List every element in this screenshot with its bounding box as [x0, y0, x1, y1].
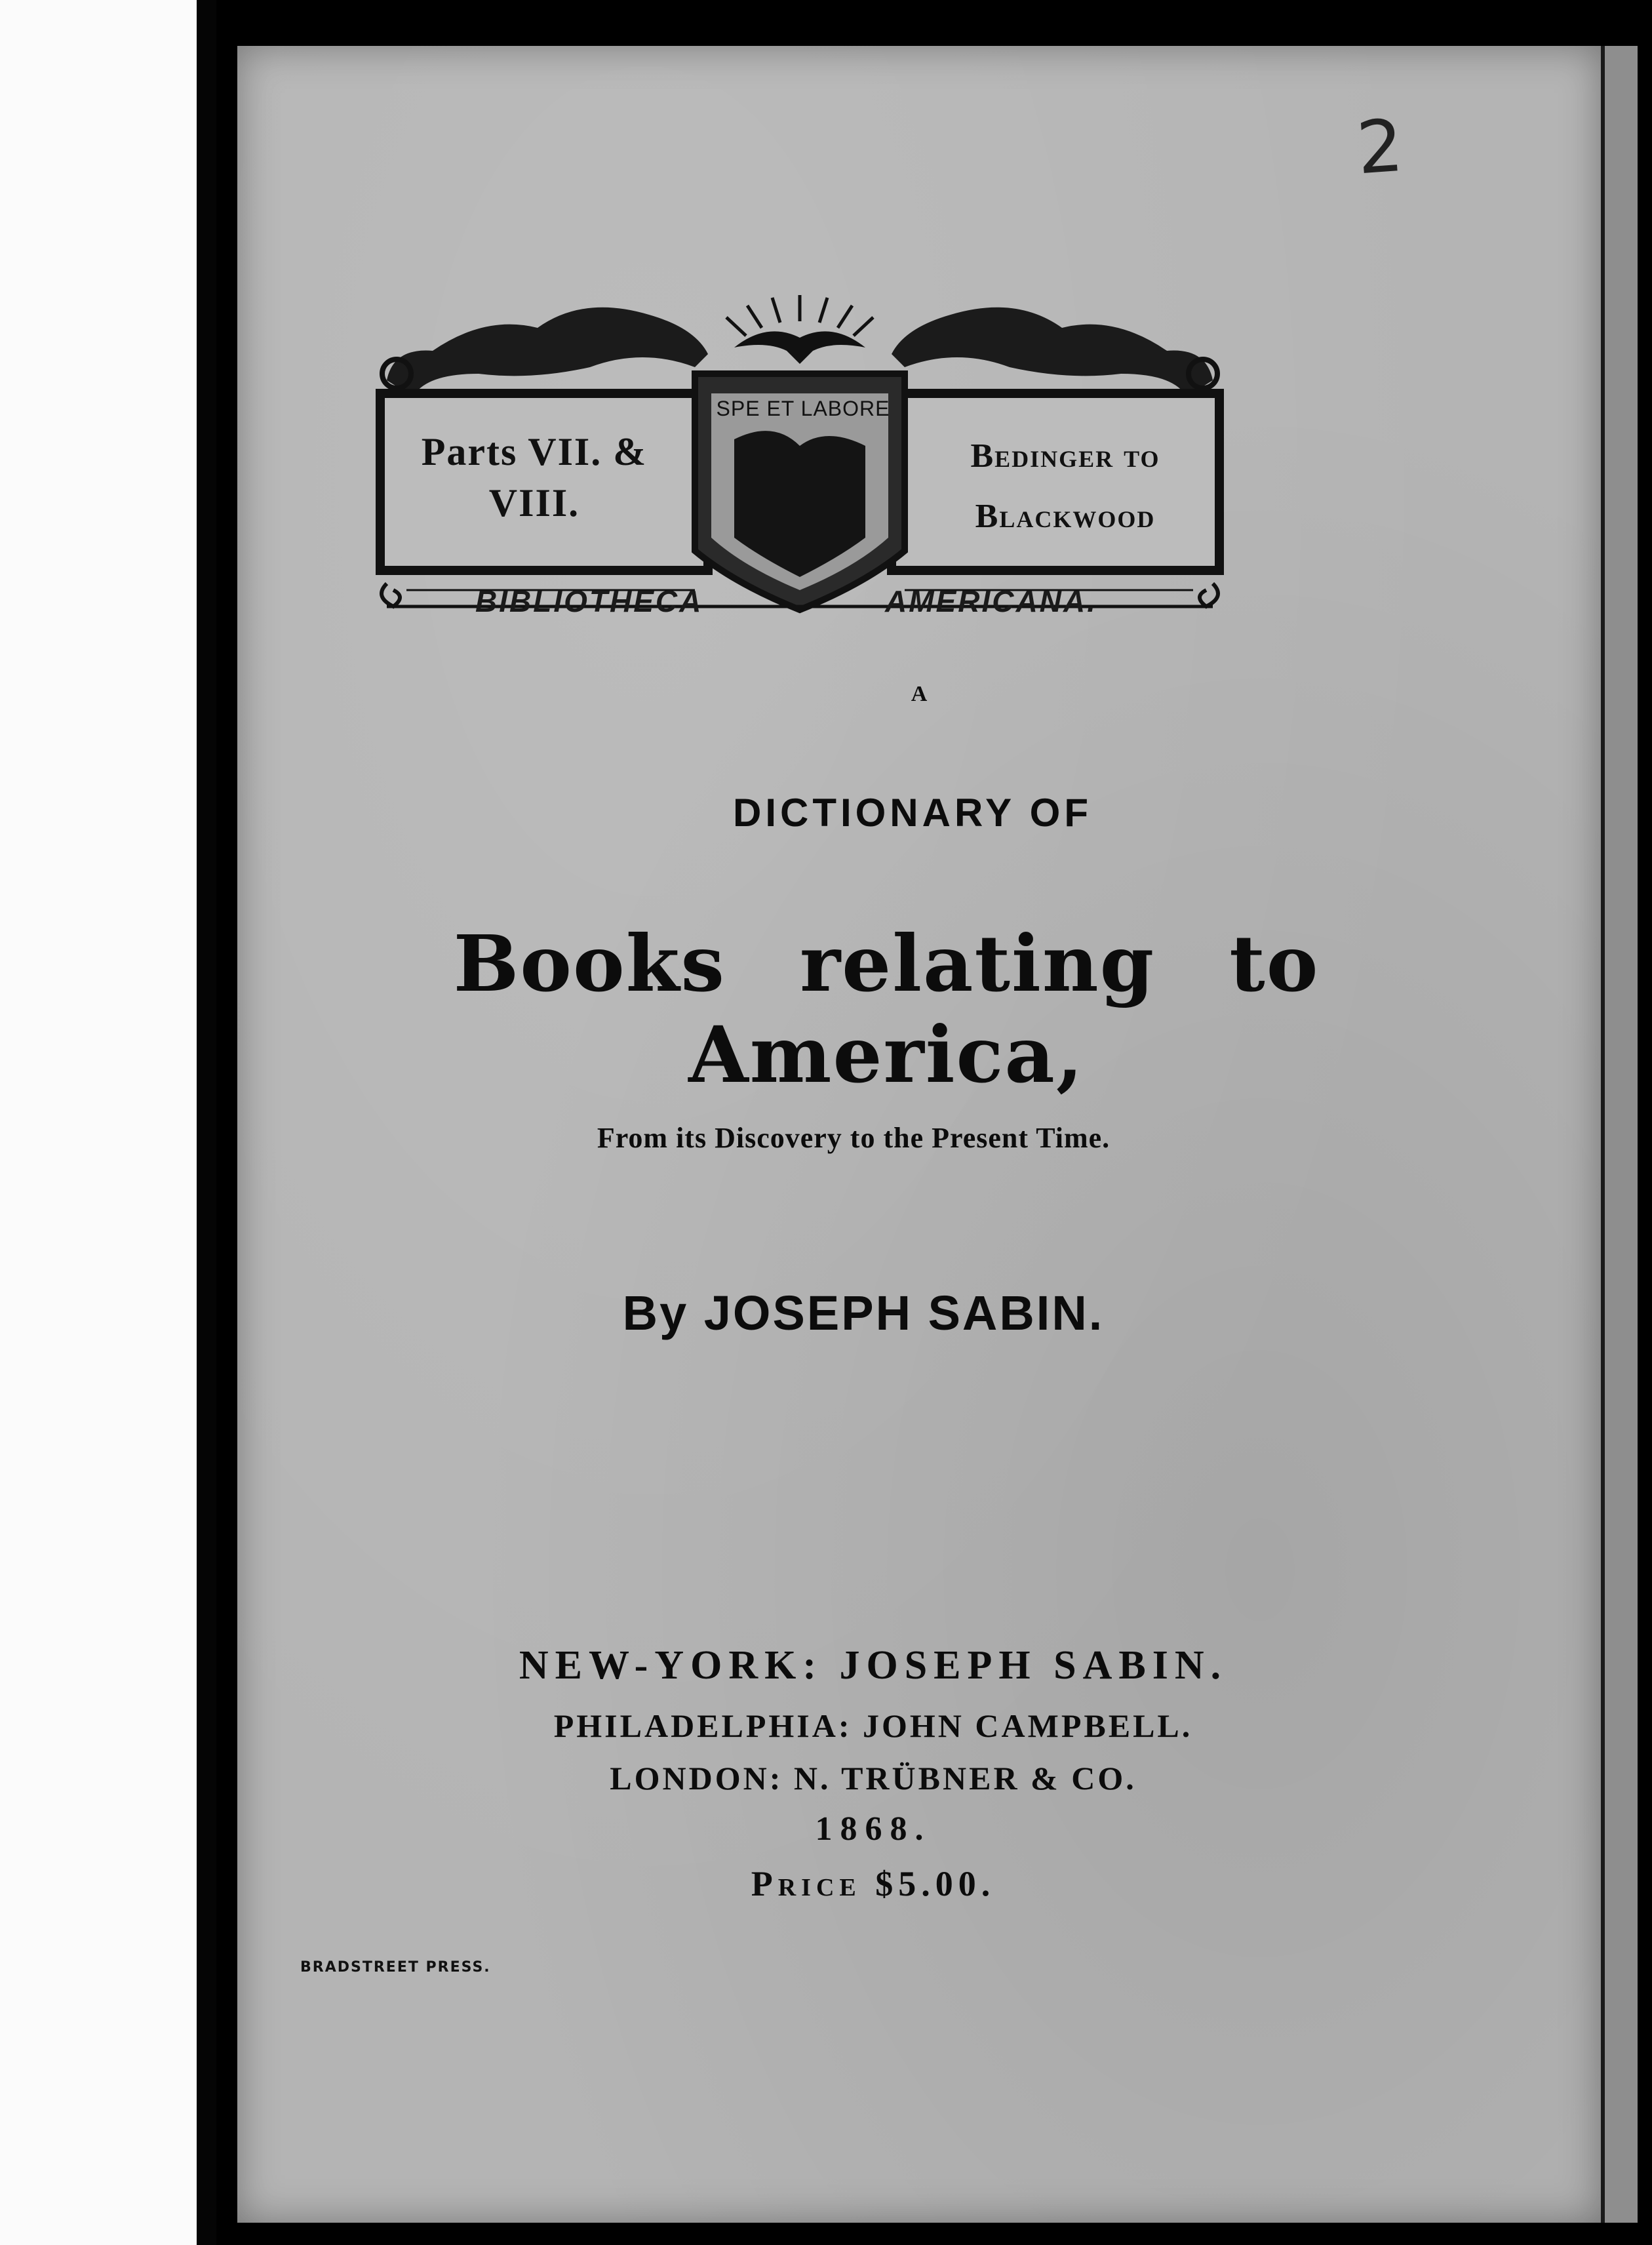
title-subtitle: From its Discovery to the Present Time. [597, 1122, 1111, 1154]
page-edge [1601, 46, 1638, 2223]
ribbon-americana: AMERICANA. [885, 584, 1097, 618]
author-line: By JOSEPH SABIN. [622, 1286, 1105, 1340]
binding-gutter [197, 0, 216, 2245]
parts-line-2: VIII. [488, 481, 580, 525]
imprint-philadelphia: PHILADELPHIA: JOHN CAMPBELL. [553, 1707, 1193, 1744]
imprint-london: LONDON: N. TRÜBNER & CO. [610, 1760, 1137, 1797]
page-number: 2 [1354, 103, 1406, 191]
title-article: A [911, 682, 928, 706]
title-dictionary-of: DICTIONARY OF [732, 791, 1092, 835]
bibliotheca-emblem [367, 275, 1232, 643]
range-line-1: Bedinger to [970, 437, 1160, 475]
emblem-motto: SPE ET LABORE [716, 397, 890, 420]
parts-panel [406, 426, 662, 528]
imprint-year: 1868. [815, 1810, 932, 1848]
facing-page [0, 0, 197, 2245]
range-panel [937, 426, 1193, 547]
printer-credit: BRADSTREET PRESS. [300, 1959, 491, 1976]
parts-line-1: Parts VII. & [421, 430, 648, 473]
range-line-2: Blackwood [975, 498, 1156, 535]
ribbon-bibliotheca: BIBLIOTHECA [475, 584, 703, 618]
title-books-relating: Books relating to America, [453, 918, 1320, 1100]
imprint-new-york: NEW-YORK: JOSEPH SABIN. [519, 1643, 1228, 1688]
imprint-price: Price $5.00. [751, 1864, 996, 1903]
